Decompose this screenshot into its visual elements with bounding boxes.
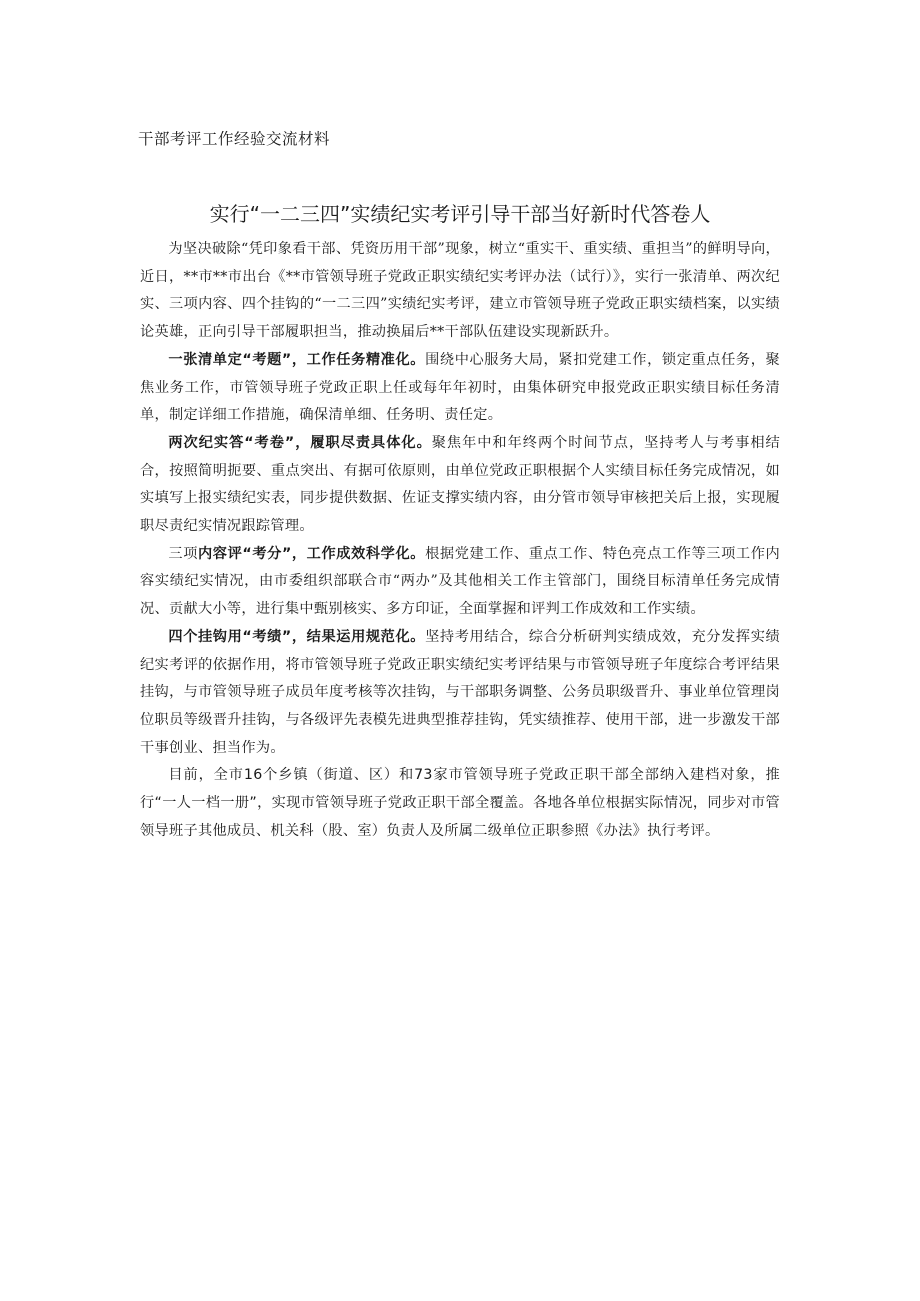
- document-title: 实行“一二三四”实绩纪实考评引导干部当好新时代答卷人: [209, 202, 711, 226]
- summary-text-part-3: 家市管领导班子党政正职干部全部纳入建档对象，推行: [140, 767, 780, 812]
- section-three-heading-prefix: 三项: [168, 545, 198, 562]
- section-three-heading: 内容评“考分”，工作成效科学化。: [198, 545, 426, 562]
- section-two-heading: 两次纪实答“考卷”，履职尽责具体化。: [168, 434, 432, 451]
- summary-text-part-2: 个乡镇（街道、区）和: [262, 767, 415, 784]
- section-two-paragraph: [140, 430, 780, 541]
- section-four-heading: 四个挂钩用“考绩”，结果运用规范化。: [168, 628, 426, 645]
- section-four-paragraph: [140, 624, 780, 763]
- section-two-text: 聚焦年中和年终两个时间节点，坚持考人与考事相结合，按照简明扼要、重点突出、有据可依原则，由单位党政正职根据个人实绩目标任务完成情况，如实填写上报实绩纪实表，同步提供数据、佐证支撑实绩内容，由分管市领导审核把关后上报，实现履职尽责纪实情况跟踪管理。: [140, 434, 780, 535]
- section-three-paragraph: [140, 541, 780, 624]
- summary-text-part-1: 目前，全市: [168, 767, 244, 784]
- summary-text-part-5: 各地各单位根据实际情况，同步对市管领导班子其他成员、机关科（股、室）负责人及所属二级单位正职参照《办法》执行考评。: [140, 795, 780, 839]
- summary-paragraph: [140, 762, 780, 845]
- township-count: 16: [243, 767, 263, 784]
- section-one-text: 围绕中心服务大局，紧扣党建工作，锁定重点任务，聚焦业务工作，市管领导班子党政正职上任或每年年初时，由集体研究申报党政正职实绩目标任务清单，制定详细工作措施，确保清单细、任务明、责任定。: [140, 351, 781, 424]
- section-one-heading: 一张清单定“考题”，工作任务精准化。: [168, 351, 426, 368]
- intro-paragraph: [140, 236, 780, 347]
- section-one-paragraph: [140, 347, 780, 430]
- leadership-team-count: 73: [414, 767, 433, 784]
- section-three-text: 根据党建工作、重点工作、特色亮点工作等三项工作内容实绩纪实情况，由市委组织部联合市“两办”及其他相关工作主管部门，围绕目标清单任务完成情况、贡献大小等，进行集中甄别核实、多方印证，全面掌握和评判工作成效和工作实绩。: [140, 545, 781, 618]
- section-four-text: 坚持考用结合，综合分析研判实绩成效，充分发挥实绩纪实考评的依据作用，将市管领导班子党政正职实绩纪实考评结果与市管领导班子年度综合考评结果挂钩，与市管领导班子成员年度考核等次挂钩，与干部职务调整、公务员职级晋升、事业单位管理岗位职员等级晋升挂钩，与各级评先表模先进典型推荐挂钩，凭实绩推荐、使用干部，进一步激发干部干事创业、担当作为。: [140, 628, 781, 756]
- intro-text: 为坚决破除“凭印象看干部、凭资历用干部”现象，树立“重实干、重实绩、重担当”的鲜明导向，近日，**市**市出台《**市管领导班子党政正职实绩纪实考评办法（试行）》，实行一张清单、两次纪实、三项内容、四个挂钩的“一二三四”实绩纪实考评，建立市管领导班子党政正职实绩档案，以实绩论英雄，正向引导干部履职担当，推动换届后**干部队伍建设实现新跃升。: [140, 241, 780, 341]
- document-category-label: 干部考评工作经验交流材料: [138, 130, 331, 148]
- summary-text-part-4: “一人一档一册”，实现市管领导班子党政正职干部全覆盖。: [154, 795, 534, 812]
- document-body: [140, 236, 780, 845]
